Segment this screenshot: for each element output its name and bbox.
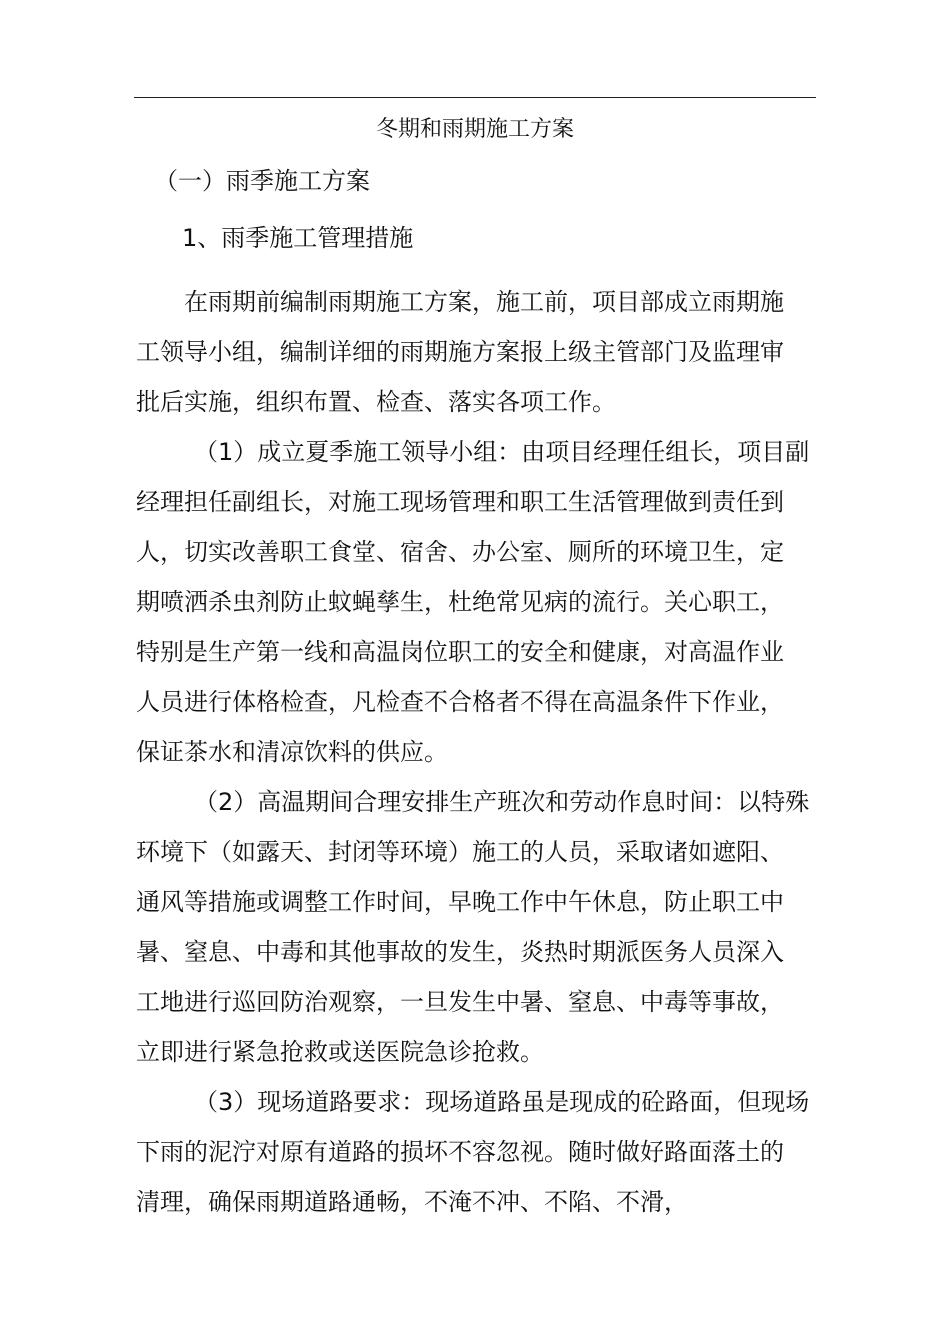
- paragraph-line: （2）高温期间合理安排生产班次和劳动作息时间：以特殊: [194, 788, 810, 816]
- paragraph-line: 保证茶水和清凉饮料的供应。: [136, 738, 448, 766]
- paragraph-line: 工领导小组，编制详细的雨期施方案报上级主管部门及监理审: [136, 338, 784, 366]
- section-heading: （一）雨季施工方案: [154, 167, 370, 195]
- paragraph-line: 批后实施，组织布置、检查、落实各项工作。: [136, 388, 616, 416]
- paragraph-line: 特别是生产第一线和高温岗位职工的安全和健康，对高温作业: [136, 638, 784, 666]
- paragraph-item-3: [136, 1077, 818, 1227]
- paragraph-line: 环境下（如露天、封闭等环境）施工的人员，采取诸如遮阳、: [136, 838, 784, 866]
- paragraph-line: 人员进行体格检查，凡检查不合格者不得在高温条件下作业，: [136, 688, 784, 716]
- document-title: 冬期和雨期施工方案: [375, 117, 574, 142]
- paragraph-line: 通风等措施或调整工作时间，早晚工作中午休息，防止职工中: [136, 888, 784, 916]
- header-rule: [134, 97, 816, 98]
- paragraph-item-2: [136, 777, 818, 1077]
- paragraph-item-1: [136, 427, 818, 777]
- paragraph-line: （1）成立夏季施工领导小组：由项目经理任组长，项目副: [194, 438, 810, 466]
- paragraph-line: 工地进行巡回防治观察，一旦发生中暑、窒息、中毒等事故，: [136, 988, 784, 1016]
- paragraph-line: 人，切实改善职工食堂、宿舍、办公室、厕所的环境卫生，定: [136, 538, 784, 566]
- paragraph-line: 在雨期前编制雨期施工方案，施工前，项目部成立雨期施: [184, 288, 784, 316]
- paragraph-line: 清理，确保雨期道路通畅，不淹不冲、不陷、不滑，: [136, 1188, 688, 1216]
- paragraph-line: 经理担任副组长，对施工现场管理和职工生活管理做到责任到: [136, 488, 784, 516]
- paragraph-line: （3）现场道路要求：现场道路虽是现成的砼路面，但现场: [194, 1088, 810, 1116]
- sub-heading: 1、雨季施工管理措施: [182, 224, 414, 252]
- paragraph-line: 立即进行紧急抢救或送医院急诊抢救。: [136, 1038, 544, 1066]
- paragraph-line: 暑、窒息、中毒和其他事故的发生，炎热时期派医务人员深入: [136, 938, 784, 966]
- paragraph-line: 期喷洒杀虫剂防止蚊蝇孳生，杜绝常见病的流行。关心职工，: [136, 588, 784, 616]
- paragraph-line: 下雨的泥泞对原有道路的损坏不容忽视。随时做好路面落土的: [136, 1138, 784, 1166]
- paragraph-rain-plan: [136, 277, 818, 427]
